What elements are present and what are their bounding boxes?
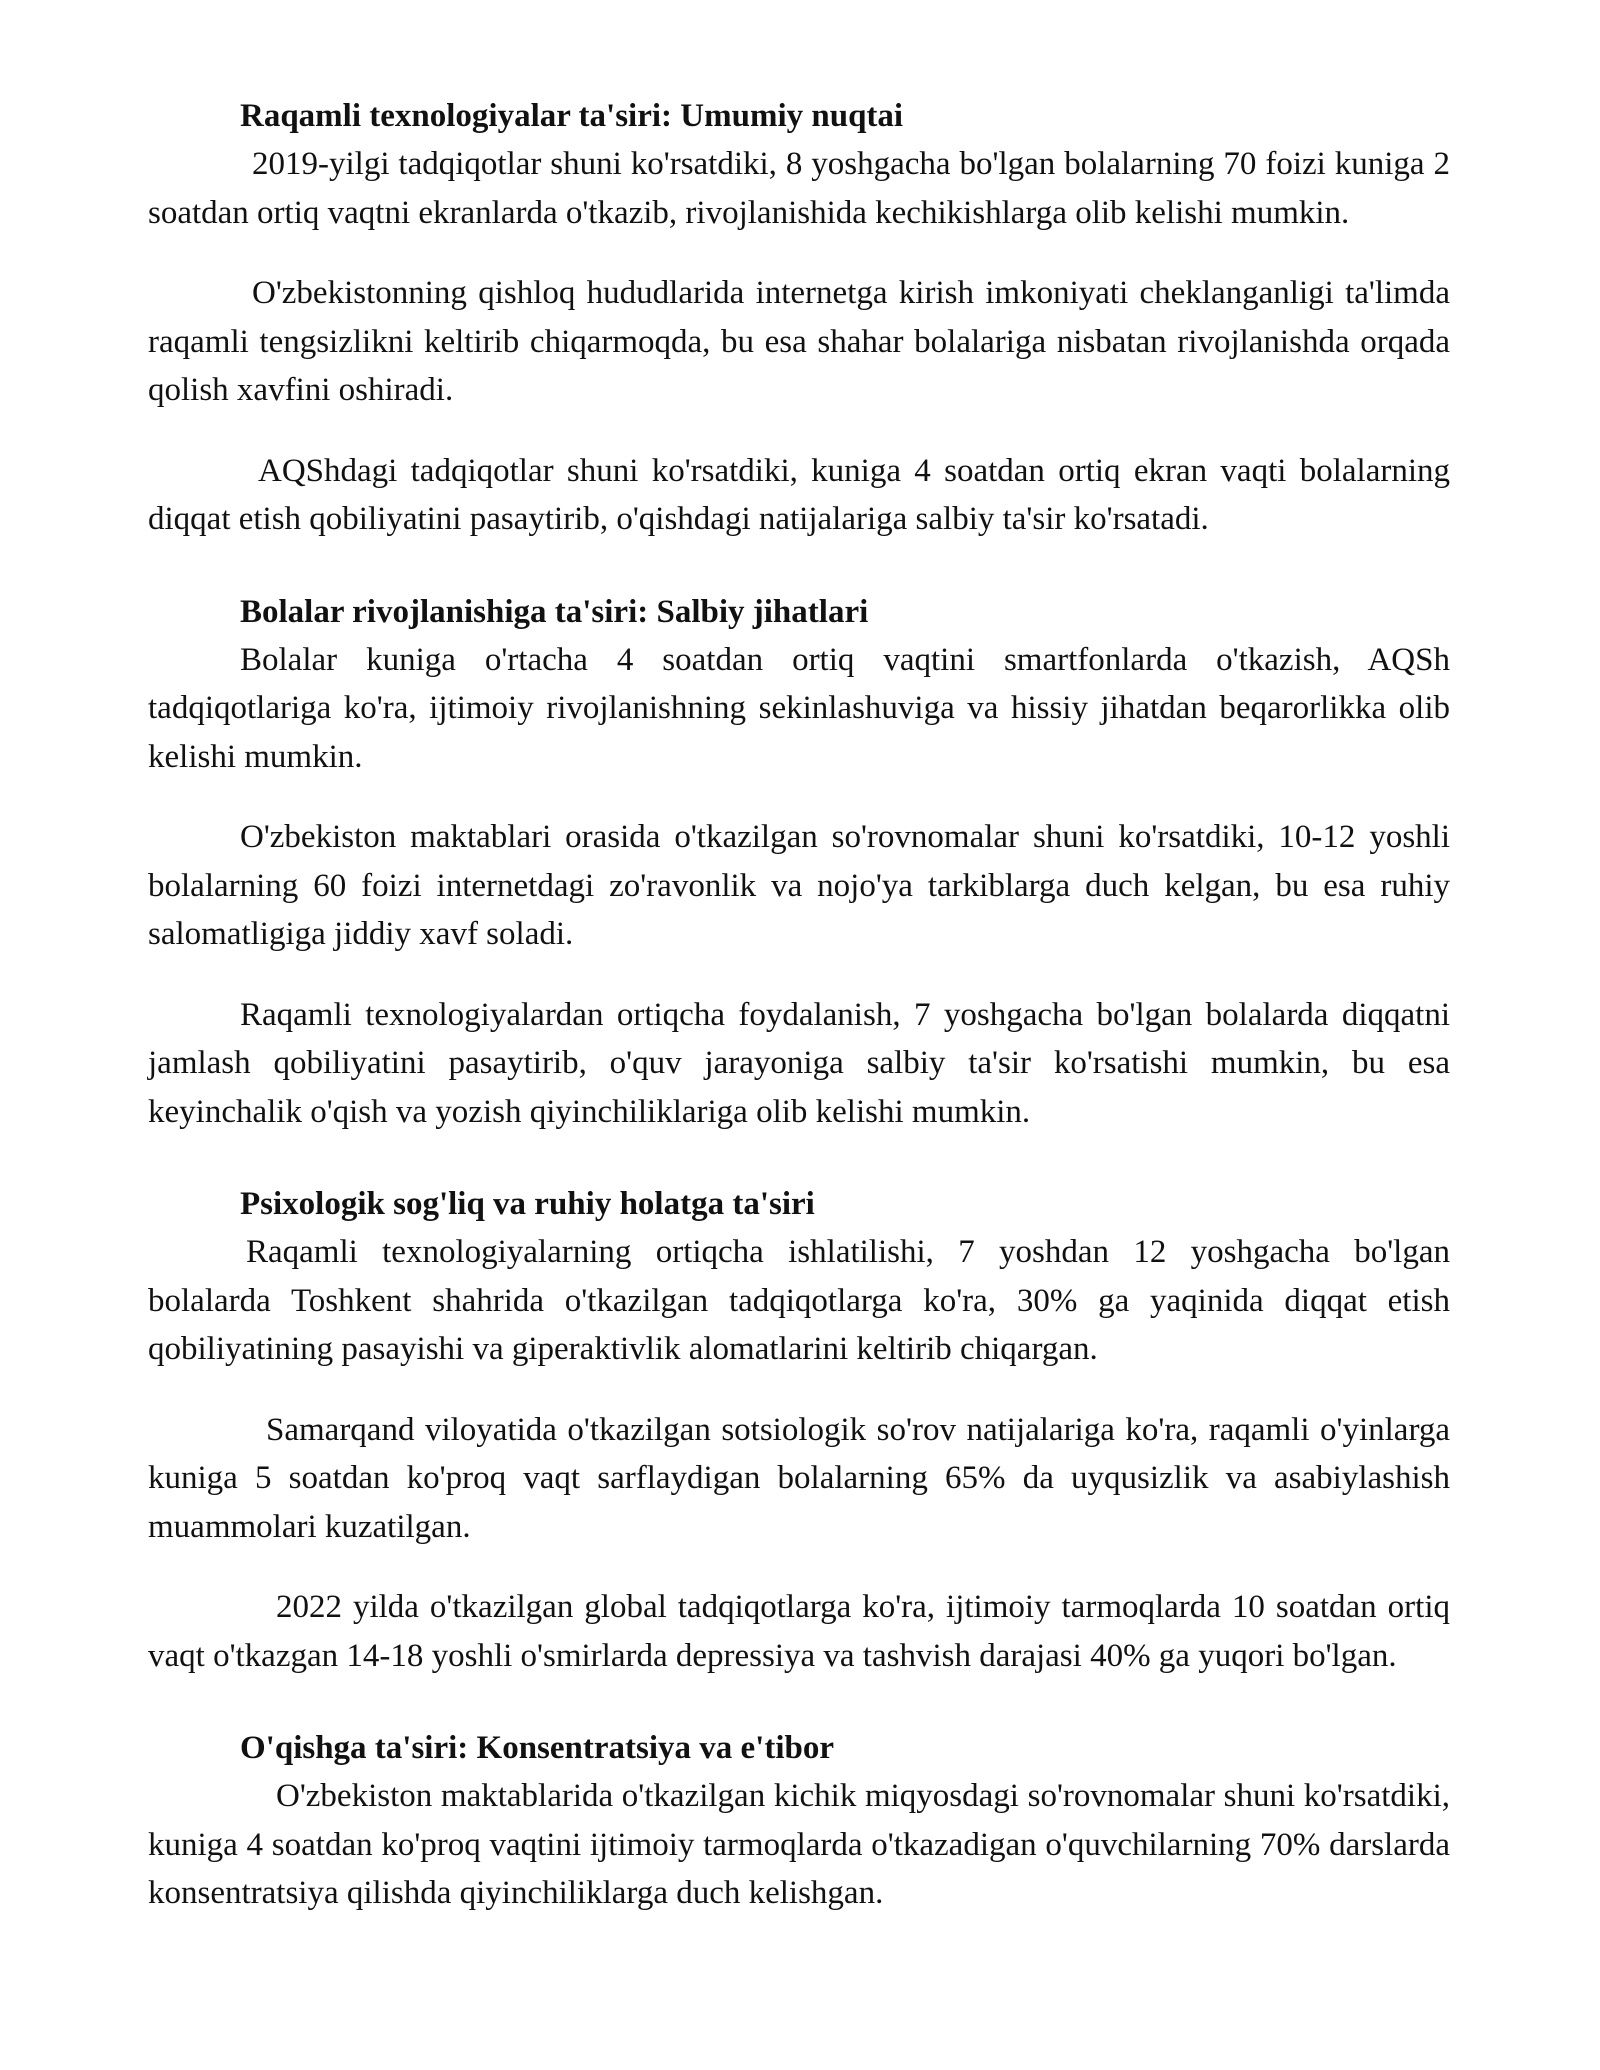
section-digital-tech-overview: [148, 92, 1450, 544]
section-child-development-negative: [148, 588, 1450, 1137]
paragraph: AQShdagi tadqiqotlar shuni ko'rsatdiki, kuniga 4 soatdan ortiq ekran vaqti bolalarning diqqat etish qobiliyatini pasaytirib, o'qishdagi natijalariga salbiy ta'sir ko'rsatadi.: [148, 452, 1450, 537]
paragraph: O'zbekiston maktablari orasida o'tkazilgan so'rovnomalar shuni ko'rsatdiki, 10-12 yoshli bolalarning 60 foizi internetdagi zo'ravonlik va nojo'ya tarkiblarga duch kelgan, bu esa ruhiy salomatligiga jiddiy xavf soladi.: [148, 819, 1450, 952]
section-reading-concentration: [148, 1724, 1450, 1918]
paragraph: Raqamli texnologiyalarning ortiqcha ishlatilishi, 7 yoshdan 12 yoshgacha bo'lgan bolalarda Toshkent shahrida o'tkazilgan tadqiqotlarga ko'ra, 30% ga yaqinida diqqat etish qobiliyatining pasayishi va giperaktivlik alomatlarini keltirib chiqargan.: [148, 1234, 1450, 1367]
paragraph: Raqamli texnologiyalardan ortiqcha foydalanish, 7 yoshgacha bo'lgan bolalarda diqqatni jamlash qobiliyatini pasaytirib, o'quv jarayoniga salbiy ta'sir ko'rsatishi mumkin, bu esa keyinchalik o'qish va yozish qiyinchiliklariga olib kelishi mumkin.: [148, 996, 1450, 1130]
section-heading: Psixologik sog'liq va ruhiy holatga ta'siri: [240, 1186, 815, 1222]
paragraph: 2022 yilda o'tkazilgan global tadqiqotlarga ko'ra, ijtimoiy tarmoqlarda 10 soatdan ortiq vaqt o'tkazgan 14-18 yoshli o'smirlarda depressiya va tashvish darajasi 40% ga yuqori bo'lgan.: [148, 1589, 1450, 1674]
section-heading: Raqamli texnologiyalar ta'siri: Umumiy nuqtai: [240, 98, 904, 134]
section-heading: O'qishga ta'siri: Konsentratsiya va e'tibor: [240, 1730, 834, 1766]
section-psychological-health: [148, 1180, 1450, 1680]
section-heading: Bolalar rivojlanishiga ta'siri: Salbiy jihatlari: [240, 593, 869, 630]
paragraph: 2019-yilgi tadqiqotlar shuni ko'rsatdiki, 8 yoshgacha bo'lgan bolalarning 70 foizi kuniga 2 soatdan ortiq vaqtni ekranlarda o'tkazib, rivojlanishida kechikishlarga olib kelishi mumkin.: [148, 146, 1450, 231]
document-page: [148, 92, 1450, 1918]
paragraph: Samarqand viloyatida o'tkazilgan sotsiologik so'rov natijalariga ko'ra, raqamli o'yinlarga kuniga 5 soatdan ko'proq vaqt sarflaydigan bolalarning 65% da uyqusizlik va asabiylashish muammolari kuzatilgan.: [148, 1411, 1450, 1545]
paragraph: O'zbekiston maktablarida o'tkazilgan kichik miqyosdagi so'rovnomalar shuni ko'rsatdiki, kuniga 4 soatdan ko'proq vaqtini ijtimoiy tarmoqlarda o'tkazadigan o'quvchilarning 70% darslarda konsentratsiya qilishda qiyinchiliklarga duch kelishgan.: [148, 1778, 1450, 1911]
paragraph: Bolalar kuniga o'rtacha 4 soatdan ortiq vaqtini smartfonlarda o'tkazish, AQSh tadqiqotlariga ko'ra, ijtimoiy rivojlanishning sekinlashuviga va hissiy jihatdan beqarorlikka olib kelishi mumkin.: [148, 641, 1450, 775]
paragraph: O'zbekistonning qishloq hududlarida internetga kirish imkoniyati cheklanganligi ta'limda raqamli tengsizlikni keltirib chiqarmoqda, bu esa shahar bolalariga nisbatan rivojlanishda orqada qolish xavfini oshiradi.: [148, 275, 1450, 408]
